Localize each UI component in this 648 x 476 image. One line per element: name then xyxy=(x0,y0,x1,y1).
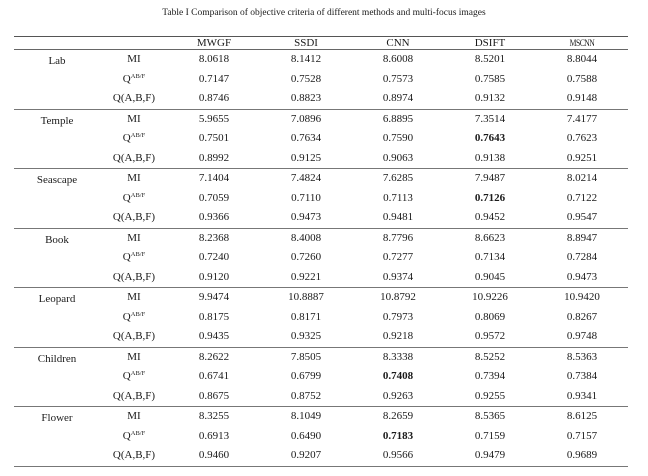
value-cell-best: 0.7183 xyxy=(382,429,414,442)
value-cell: 0.9566 xyxy=(352,446,444,466)
value-cell: 7.1404 xyxy=(198,172,230,184)
value-cell: 8.1412 xyxy=(290,53,322,65)
value-cell: 7.4177 xyxy=(566,112,598,125)
value-cell: 0.7134 xyxy=(474,251,506,263)
table-row xyxy=(14,446,628,466)
value-cell: 0.9374 xyxy=(352,268,444,288)
metric-q-base: Q xyxy=(122,251,131,263)
value-cell: 0.7159 xyxy=(474,429,506,442)
table-row xyxy=(14,109,628,129)
table-row xyxy=(14,189,628,209)
value-cell: 8.5365 xyxy=(474,410,506,422)
table-row xyxy=(14,407,628,427)
value-cell: 8.1049 xyxy=(290,410,322,422)
header-method-mwgf: MWGF xyxy=(168,37,260,50)
value-cell: 0.7110 xyxy=(291,191,321,204)
header-method-ssdi: SSDI xyxy=(260,37,352,50)
header-method-dsift: DSIFT xyxy=(444,37,536,50)
value-cell: 0.9120 xyxy=(168,268,260,288)
value-cell: 0.7973 xyxy=(382,310,414,323)
value-cell: 0.8175 xyxy=(198,310,230,323)
value-cell: 0.9325 xyxy=(260,327,352,347)
value-cell: 8.7796 xyxy=(382,231,414,244)
value-cell-best: 0.7126 xyxy=(474,191,506,204)
value-cell: 10.9226 xyxy=(472,291,508,303)
header-method-cnn: CNN xyxy=(352,37,444,50)
value-cell: 0.7394 xyxy=(474,370,506,382)
metric-q-superscript: AB/F xyxy=(130,191,146,199)
value-cell: 0.7590 xyxy=(382,132,414,144)
metric-label-cell xyxy=(100,308,168,328)
metric-label-cell xyxy=(100,427,168,447)
metric-label-cell: Q(A,B,F) xyxy=(100,149,168,169)
value-cell: 7.9487 xyxy=(474,172,506,184)
value-cell: 8.4008 xyxy=(290,231,322,244)
value-cell: 0.8746 xyxy=(168,89,260,109)
value-cell: 8.2659 xyxy=(382,410,414,422)
metric-label-cell xyxy=(100,129,168,149)
metric-label-cell: Q(A,B,F) xyxy=(100,268,168,288)
value-cell: 6.8895 xyxy=(382,112,414,125)
value-cell: 0.7585 xyxy=(474,72,506,85)
metric-label-cell xyxy=(100,189,168,209)
table-row xyxy=(14,248,628,268)
value-cell: 0.9473 xyxy=(260,208,352,228)
table-row xyxy=(14,228,628,248)
metric-label-cell: MI xyxy=(127,172,141,184)
value-cell: 0.9435 xyxy=(168,327,260,347)
header-method-mscnn: MSCNN xyxy=(543,37,621,50)
value-cell: 0.9148 xyxy=(536,89,628,109)
value-cell: 0.7240 xyxy=(198,251,230,263)
image-name-cell: Lab xyxy=(14,50,100,110)
value-cell: 8.0618 xyxy=(198,53,230,65)
value-cell: 8.8044 xyxy=(566,53,598,65)
value-cell: 8.5252 xyxy=(474,350,506,363)
table-row xyxy=(14,308,628,328)
value-cell: 9.9474 xyxy=(198,291,230,303)
value-cell: 0.8675 xyxy=(168,387,260,407)
metric-q-superscript: AB/F xyxy=(130,310,146,318)
value-cell: 0.9572 xyxy=(444,327,536,347)
value-cell: 0.9473 xyxy=(536,268,628,288)
value-cell-best: 0.7643 xyxy=(474,132,506,144)
metric-label-cell: Q(A,B,F) xyxy=(100,446,168,466)
metric-label-cell: MI xyxy=(127,53,141,65)
value-cell: 7.3514 xyxy=(474,112,506,125)
value-cell: 8.5363 xyxy=(566,350,598,363)
metric-label-cell: Q(A,B,F) xyxy=(100,327,168,347)
metric-q-base: Q xyxy=(122,370,131,382)
value-cell: 0.9045 xyxy=(444,268,536,288)
value-cell: 0.8823 xyxy=(260,89,352,109)
metric-label-cell xyxy=(100,248,168,268)
value-cell: 0.7501 xyxy=(198,132,230,144)
metric-q-base: Q xyxy=(122,191,131,204)
value-cell: 0.6913 xyxy=(198,429,230,442)
metric-label-cell: MI xyxy=(127,231,141,244)
metric-label-cell: MI xyxy=(127,112,141,125)
value-cell: 0.8974 xyxy=(352,89,444,109)
value-cell: 0.8752 xyxy=(260,387,352,407)
value-cell: 0.7528 xyxy=(290,72,322,85)
table-row xyxy=(14,347,628,367)
value-cell: 0.8171 xyxy=(290,310,322,323)
value-cell: 0.9479 xyxy=(444,446,536,466)
value-cell: 7.4824 xyxy=(290,172,322,184)
table-row xyxy=(14,50,628,70)
table-row xyxy=(14,89,628,109)
value-cell: 0.7059 xyxy=(198,191,230,204)
table-row xyxy=(14,70,628,90)
value-cell: 0.9547 xyxy=(536,208,628,228)
value-cell: 0.9221 xyxy=(260,268,352,288)
value-cell: 0.9481 xyxy=(352,208,444,228)
table-body xyxy=(14,50,628,467)
value-cell: 0.7260 xyxy=(290,251,322,263)
image-name-cell: Leopard xyxy=(14,288,100,348)
value-cell: 0.8267 xyxy=(566,310,598,323)
table-row xyxy=(14,367,628,387)
value-cell: 0.7634 xyxy=(290,132,322,144)
value-cell: 0.9125 xyxy=(260,149,352,169)
value-cell: 8.8947 xyxy=(566,231,598,244)
image-name-cell: Book xyxy=(14,228,100,288)
value-cell: 8.2622 xyxy=(198,350,230,363)
value-cell: 0.8069 xyxy=(474,310,506,323)
table-row xyxy=(14,169,628,189)
image-name-cell: Flower xyxy=(14,407,100,467)
value-cell: 0.7623 xyxy=(566,132,598,144)
image-name-cell: Children xyxy=(14,347,100,407)
value-cell: 0.9255 xyxy=(444,387,536,407)
comparison-table xyxy=(14,36,628,467)
metric-q-superscript: AB/F xyxy=(130,370,146,377)
value-cell: 0.7113 xyxy=(383,191,413,204)
header-image xyxy=(14,37,100,50)
value-cell: 10.9420 xyxy=(564,291,600,303)
value-cell: 0.9251 xyxy=(536,149,628,169)
table-row xyxy=(14,129,628,149)
value-cell: 8.0214 xyxy=(566,172,598,184)
metric-q-base: Q xyxy=(122,310,131,323)
metric-label-cell: Q(A,B,F) xyxy=(100,208,168,228)
value-cell: 0.9207 xyxy=(260,446,352,466)
metric-q-base: Q xyxy=(122,132,131,144)
value-cell-best: 0.7408 xyxy=(382,370,414,382)
value-cell: 0.6741 xyxy=(198,370,230,382)
table-caption: Table I Comparison of objective criteria of different methods and multi-focus images xyxy=(162,8,486,18)
value-cell: 0.7147 xyxy=(198,72,230,85)
value-cell: 8.5201 xyxy=(474,53,506,65)
metric-label-cell: MI xyxy=(127,350,141,363)
value-cell: 8.2368 xyxy=(198,231,230,244)
value-cell: 7.8505 xyxy=(290,350,322,363)
metric-q-superscript: AB/F xyxy=(130,132,146,139)
value-cell: 0.9132 xyxy=(444,89,536,109)
metric-label-cell: Q(A,B,F) xyxy=(100,89,168,109)
value-cell: 0.7588 xyxy=(566,72,598,85)
value-cell: 0.6490 xyxy=(290,429,322,442)
metric-label-cell: Q(A,B,F) xyxy=(100,387,168,407)
metric-label-cell xyxy=(100,367,168,387)
comparison-table-container xyxy=(14,36,628,467)
value-cell: 0.9138 xyxy=(444,149,536,169)
value-cell: 8.3338 xyxy=(382,350,414,363)
metric-label-cell: MI xyxy=(127,410,141,422)
value-cell: 10.8887 xyxy=(288,291,324,303)
value-cell: 0.6799 xyxy=(290,370,322,382)
value-cell: 10.8792 xyxy=(380,291,416,303)
value-cell: 5.9655 xyxy=(198,112,230,125)
value-cell: 0.7384 xyxy=(566,370,598,382)
value-cell: 0.9452 xyxy=(444,208,536,228)
value-cell: 0.7157 xyxy=(566,429,598,442)
metric-q-base: Q xyxy=(122,429,131,442)
value-cell: 8.6623 xyxy=(474,231,506,244)
table-row xyxy=(14,149,628,169)
metric-q-superscript: AB/F xyxy=(130,72,146,80)
value-cell: 0.9263 xyxy=(352,387,444,407)
value-cell: 7.0896 xyxy=(290,112,322,125)
table-row xyxy=(14,268,628,288)
table-row xyxy=(14,208,628,228)
value-cell: 8.3255 xyxy=(198,410,230,422)
value-cell: 0.9366 xyxy=(168,208,260,228)
value-cell: 0.7573 xyxy=(382,72,414,85)
metric-q-superscript: AB/F xyxy=(130,251,146,258)
value-cell: 0.9218 xyxy=(352,327,444,347)
value-cell: 0.8992 xyxy=(168,149,260,169)
metric-label-cell: MI xyxy=(127,291,141,303)
value-cell: 0.9341 xyxy=(536,387,628,407)
value-cell: 0.7122 xyxy=(566,191,598,204)
value-cell: 8.6008 xyxy=(382,53,414,65)
value-cell: 0.9460 xyxy=(168,446,260,466)
image-name-cell: Temple xyxy=(14,109,100,169)
table-row xyxy=(14,288,628,308)
value-cell: 8.6125 xyxy=(566,410,598,422)
table-row xyxy=(14,327,628,347)
value-cell: 0.9689 xyxy=(536,446,628,466)
metric-q-superscript: AB/F xyxy=(130,429,146,437)
table-row xyxy=(14,387,628,407)
value-cell: 0.7284 xyxy=(566,251,598,263)
metric-label-cell xyxy=(100,70,168,90)
table-row xyxy=(14,427,628,447)
value-cell: 0.9063 xyxy=(352,149,444,169)
metric-q-base: Q xyxy=(122,72,131,85)
header-metric xyxy=(100,37,168,50)
header-row xyxy=(14,37,628,50)
value-cell: 0.7277 xyxy=(382,251,414,263)
value-cell: 7.6285 xyxy=(382,172,414,184)
value-cell: 0.9748 xyxy=(536,327,628,347)
image-name-cell: Seascape xyxy=(14,169,100,229)
